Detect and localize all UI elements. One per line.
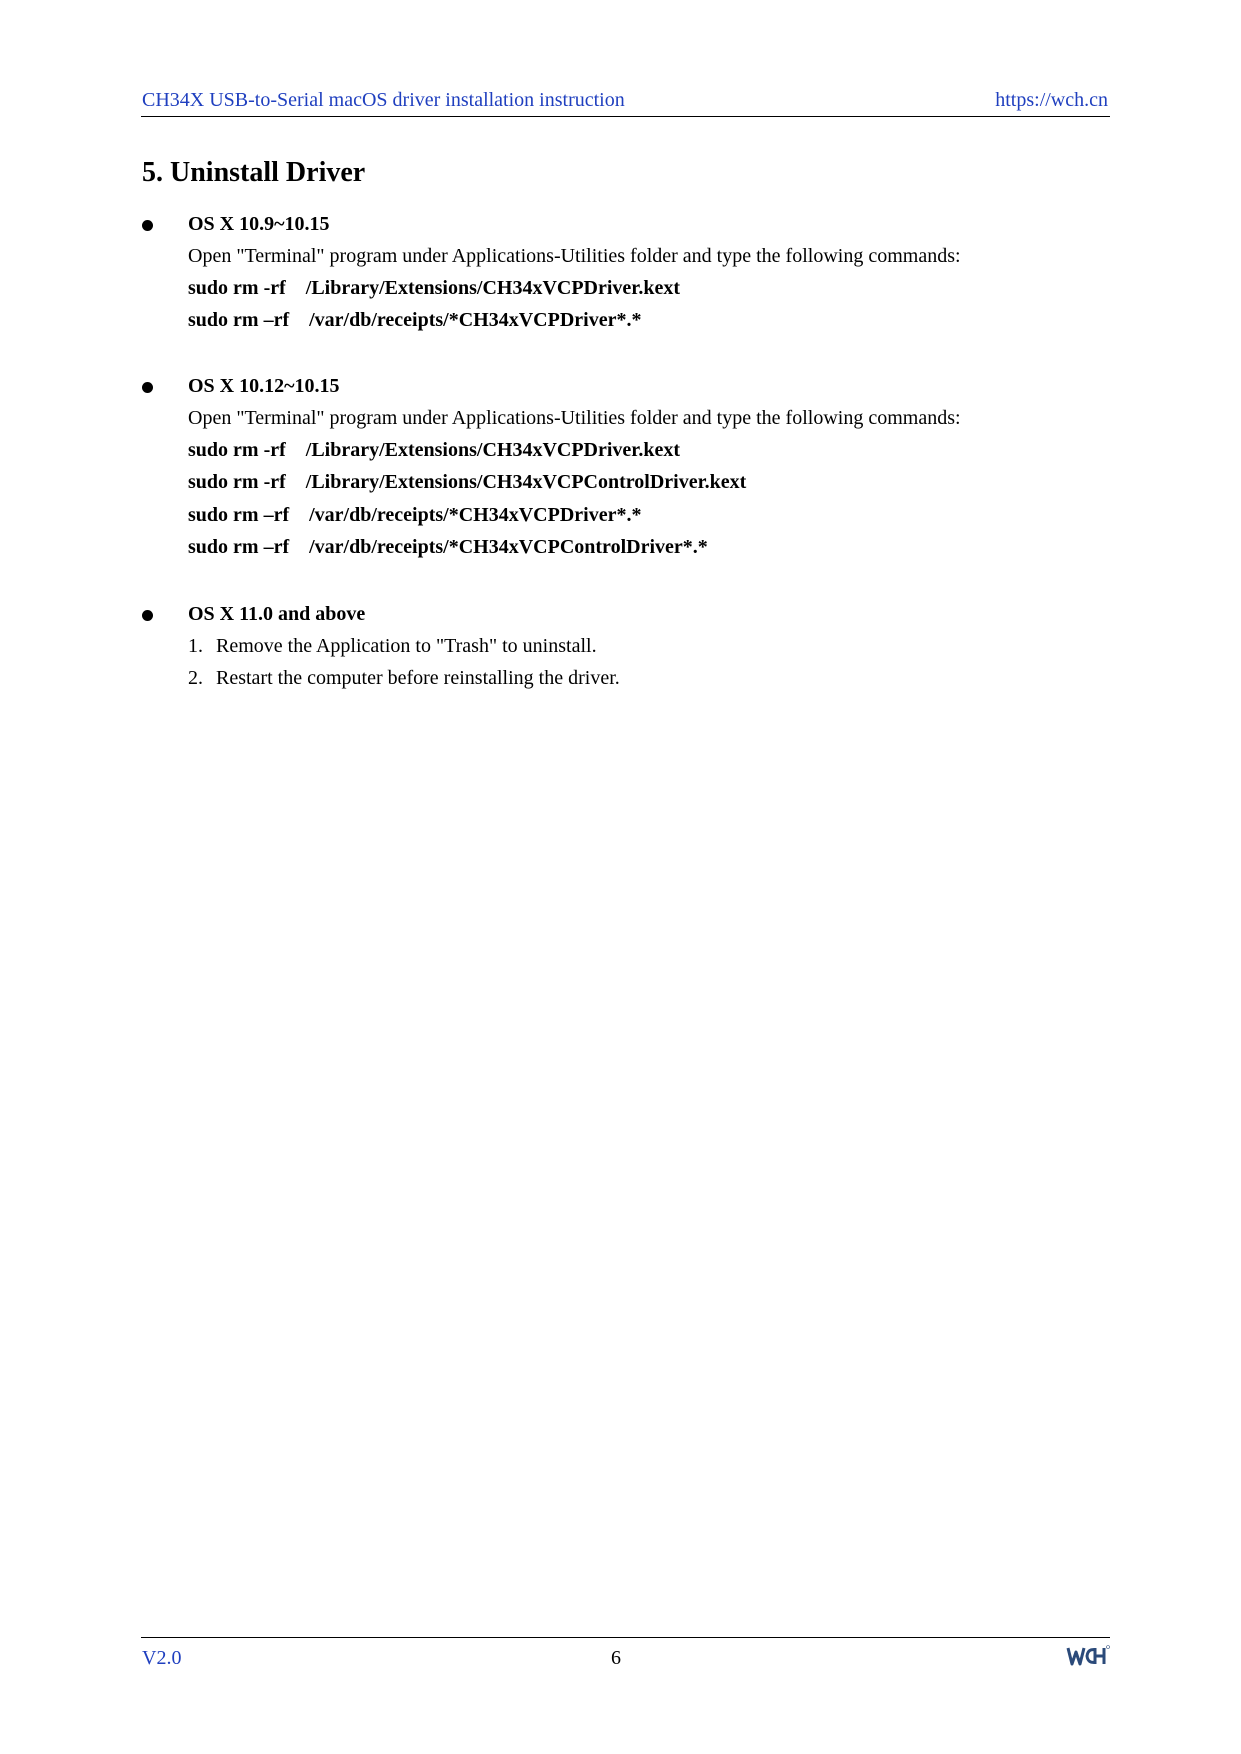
bullet-title: OS X 10.12~10.15 [188, 375, 340, 397]
command-line: sudo rm -rf /Library/Extensions/CH34xVCPDriver.kext [188, 277, 681, 299]
page-footer [141, 1637, 1110, 1678]
command-line: sudo rm -rf /Library/Extensions/CH34xVCPControlDriver.kext [188, 471, 747, 493]
footer-page-number: 6 [611, 1647, 621, 1669]
intro-text: Open "Terminal" program under Applications-Utilities folder and type the following commands: [188, 407, 961, 429]
page-header [141, 86, 1110, 117]
section-heading: 5. Uninstall Driver [142, 157, 366, 188]
command-line: sudo rm -rf /Library/Extensions/CH34xVCPDriver.kext [188, 439, 681, 461]
list-item-number: 2. [188, 667, 203, 689]
list-item-text: Restart the computer before reinstalling the driver. [216, 667, 620, 689]
command-line: sudo rm –rf /var/db/receipts/*CH34xVCPDriver*.* [188, 309, 642, 331]
command-line: sudo rm –rf /var/db/receipts/*CH34xVCPDriver*.* [188, 504, 642, 526]
bullet-title: OS X 11.0 and above [188, 603, 366, 625]
list-item [188, 635, 597, 658]
command-line: sudo rm –rf /var/db/receipts/*CH34xVCPControlDriver*.* [188, 536, 708, 558]
list-item-number: 1. [188, 635, 203, 657]
header-title: CH34X USB-to-Serial macOS driver installation instruction [142, 89, 625, 111]
wch-logo-icon [1066, 1644, 1110, 1668]
list-item-text: Remove the Application to "Trash" to uninstall. [216, 635, 597, 657]
bullet-dot-icon [142, 382, 153, 393]
intro-text: Open "Terminal" program under Applications-Utilities folder and type the following commands: [188, 245, 961, 267]
list-item [188, 667, 620, 690]
bullet-title: OS X 10.9~10.15 [188, 213, 330, 235]
bullet-dot-icon [142, 220, 153, 231]
header-link[interactable]: https://wch.cn [995, 89, 1108, 111]
footer-version: V2.0 [142, 1647, 182, 1669]
bullet-dot-icon [142, 610, 153, 621]
